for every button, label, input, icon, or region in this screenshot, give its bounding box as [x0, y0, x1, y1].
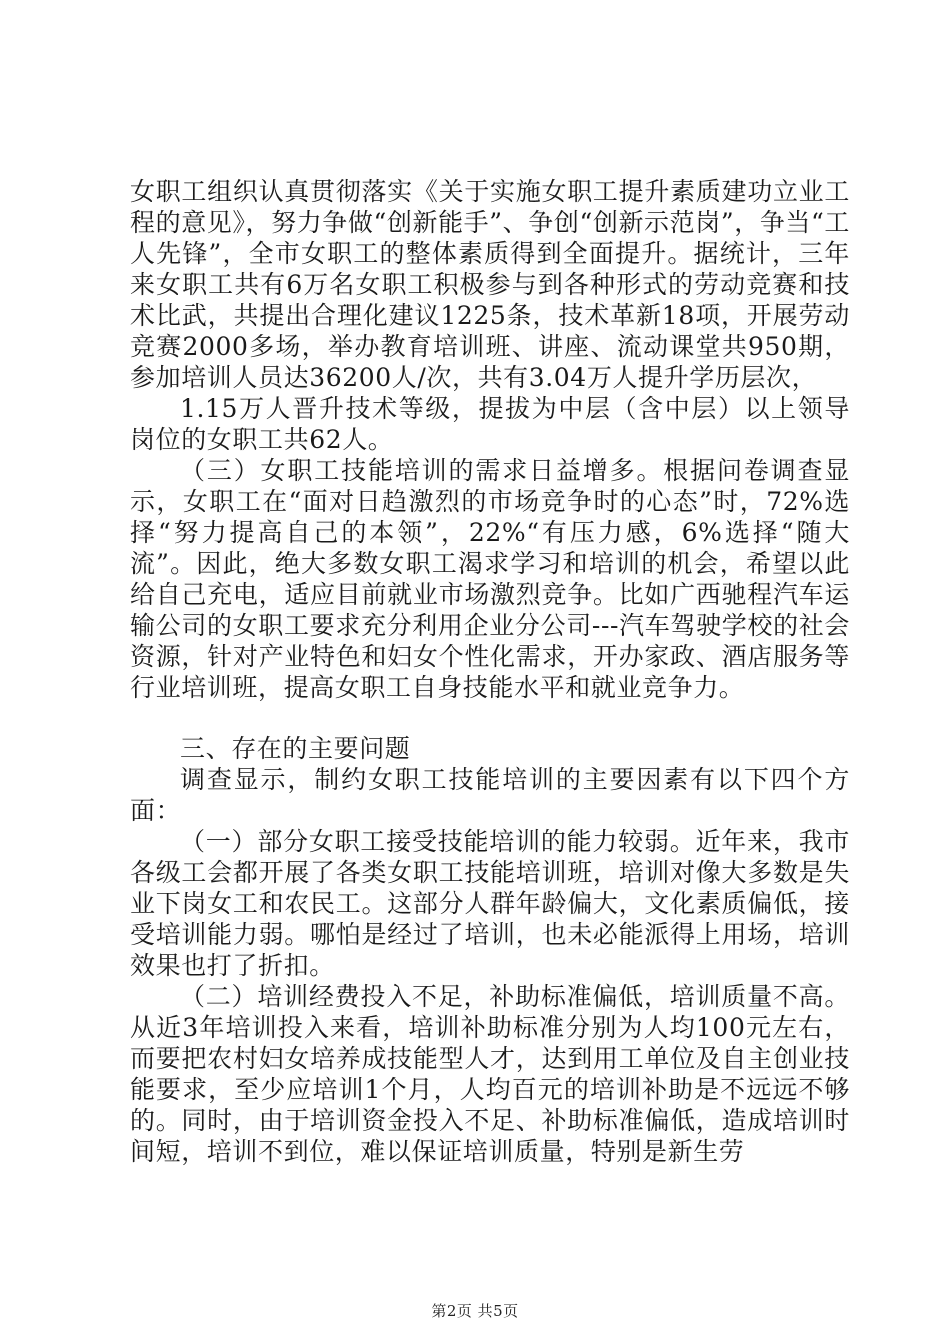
paragraph-achievements: 女职工组织认真贯彻落实《关于实施女职工提升素质建功立业工程的意见》，努力争做“创新能手”、争创“创新示范岗”，争当“工人先锋”，全市女职工的整体素质得到全面提升。据统计，三年来女职工共有6万名女职工积极参与到各种形式的劳动竞赛和技术比武，共提出合理化建议1225条，技术革新18项，开展劳动竞赛2000多场，举办教育培训班、讲座、流动课堂共950期，参加培训人员达36200人/次，共有3.04万人提升学历层次，: [130, 177, 851, 392]
paragraph-survey-intro: 调查显示，制约女职工技能培训的主要因素有以下四个方面：: [130, 765, 850, 825]
document-body: [130, 176, 850, 1167]
page-number-footer: 第2页 共5页: [431, 1302, 519, 1320]
paragraph-problem-two: （二）培训经费投入不足，补助标准偏低，培训质量不高。从近3年培训投入来看，培训补助标准分别为人均100元左右，而要把农村妇女培养成技能型人才，达到用工单位及自主创业技能要求，至少应培训1个月，人均百元的培训补助是不远远不够的。同时，由于培训资金投入不足、补助标准偏低，造成培训时间短，培训不到位，难以保证培训质量，特别是新生劳: [130, 982, 850, 1166]
paragraph-training-demand: （三）女职工技能培训的需求日益增多。根据问卷调查显示，女职工在“面对日趋激烈的市场竞争时的心态”时，72%选择“努力提高自己的本领”，22%“有压力感，6%选择“随大流”。因此，绝大多数女职工渴求学习和培训的机会，希望以此给自己充电，适应目前就业市场激烈竞争。比如广西驰程汽车运输公司的女职工要求充分利用企业分公司---汽车驾驶学校的社会资源，针对产业特色和妇女个性化需求，开办家政、酒店服务等行业培训班，提高女职工自身技能水平和就业竞争力。: [130, 456, 850, 702]
paragraph-promotion: 1.15万人晋升技术等级，提拔为中层（含中层）以上领导岗位的女职工共62人。: [130, 394, 850, 454]
section-heading-main-problems: 三、存在的主要问题: [180, 734, 411, 763]
paragraph-problem-one: （一）部分女职工接受技能培训的能力较弱。近年来，我市各级工会都开展了各类女职工技能培训班，培训对像大多数是失业下岗女工和农民工。这部分人群年龄偏大，文化素质偏低，接受培训能力弱。哪怕是经过了培训，也未必能派得上用场，培训效果也打了折扣。: [130, 827, 850, 980]
